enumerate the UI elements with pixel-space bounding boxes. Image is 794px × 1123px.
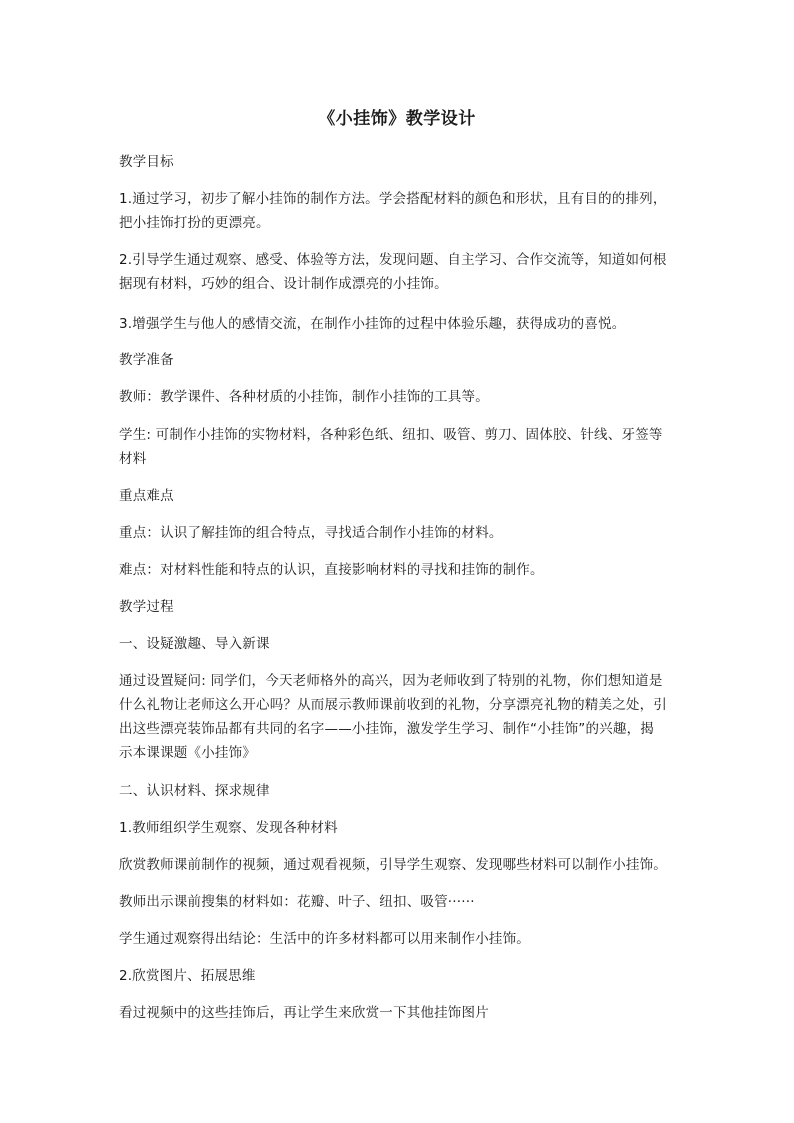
- text-line: 二、认识材料、探求规律: [119, 783, 270, 799]
- goal-1-paragraph: [119, 187, 681, 235]
- text-line: 教学目标: [119, 154, 174, 170]
- text-line: 示本课课题《小挂饰》: [119, 745, 256, 761]
- text-line: 看过视频中的这些挂饰后，再让学生来欣赏一下其他挂饰图片: [119, 1005, 489, 1021]
- difficult-point-paragraph: [119, 558, 681, 582]
- text-line: 教师出示课前搜集的材料如：花瓣、叶子、纽扣、吸管······: [119, 894, 475, 910]
- text-line: 教学准备: [119, 352, 174, 368]
- section-2-heading: [119, 779, 681, 803]
- text-line: 材料: [119, 451, 147, 467]
- video-paragraph: [119, 853, 681, 877]
- text-line: 1.教师组织学生观察、发现各种材料: [119, 820, 338, 836]
- materials-paragraph: [119, 890, 681, 914]
- section-1-heading: [119, 632, 681, 656]
- pictures-paragraph: [119, 1001, 681, 1025]
- heading-teaching-goals: [119, 150, 681, 174]
- text-line: 3.增强学生与他人的感情交流，在制作小挂饰的过程中体验乐趣，获得成功的喜悦。: [119, 316, 626, 332]
- text-line: 学生通过观察得出结论：生活中的许多材料都可以用来制作小挂饰。: [119, 931, 530, 947]
- step-2-heading: [119, 964, 681, 988]
- text-line: 难点：对材料性能和特点的认识，直接影响材料的寻找和挂饰的制作。: [119, 562, 544, 578]
- text-line: 学生: 可制作小挂饰的实物材料，各种彩色纸、纽扣、吸管、剪刀、固体胶、针线、牙签等: [119, 427, 663, 443]
- goal-3-paragraph: [119, 312, 681, 336]
- text-line: 重点难点: [119, 488, 174, 504]
- text-line: 重点：认识了解挂饰的组合特点，寻找适合制作小挂饰的材料。: [119, 525, 503, 541]
- step-1-heading: [119, 816, 681, 840]
- text-line: 通过设置疑问: 同学们，今天老师格外的高兴，因为老师收到了特别的礼物，你们想知道是: [119, 673, 663, 689]
- text-line: 把小挂饰打扮的更漂亮。: [119, 215, 270, 231]
- text-line: 出这些漂亮装饰品都有共同的名字——小挂饰，激发学生学习、制作“小挂饰”的兴趣，揭: [119, 721, 654, 737]
- text-line: 教师：教学课件、各种材质的小挂饰，制作小挂饰的工具等。: [119, 389, 489, 405]
- text-line: 一、设疑激趣、导入新课: [119, 636, 270, 652]
- teacher-prep-paragraph: [119, 385, 681, 409]
- intro-paragraph: [119, 669, 681, 765]
- key-point-paragraph: [119, 521, 681, 545]
- conclusion-paragraph: [119, 927, 681, 951]
- text-line: 欣赏教师课前制作的视频，通过观看视频，引导学生观察、发现哪些材料可以制作小挂饰。: [119, 857, 667, 873]
- document-title: 《小挂饰》教学设计: [318, 109, 476, 129]
- heading-teaching-process: [119, 595, 681, 619]
- goal-2-paragraph: [119, 248, 681, 296]
- text-line: 据现有材料，巧妙的组合、设计制作成漂亮的小挂饰。: [119, 276, 448, 292]
- heading-key-difficult-points: [119, 484, 681, 508]
- text-line: 1.通过学习，初步了解小挂饰的制作方法。学会搭配材料的颜色和形状，且有目的的排列，: [119, 191, 667, 207]
- student-prep-paragraph: [119, 423, 681, 471]
- text-line: 2.欣赏图片、拓展思维: [119, 968, 256, 984]
- text-line: 什么礼物让老师这么开心吗？从而展示教师课前收到的礼物，分享漂亮礼物的精美之处，引: [119, 697, 667, 713]
- text-line: 2.引导学生通过观察、感受、体验等方法，发现问题、自主学习、合作交流等，知道如何根: [119, 252, 667, 268]
- heading-teaching-preparation: [119, 348, 681, 372]
- text-line: 教学过程: [119, 599, 174, 615]
